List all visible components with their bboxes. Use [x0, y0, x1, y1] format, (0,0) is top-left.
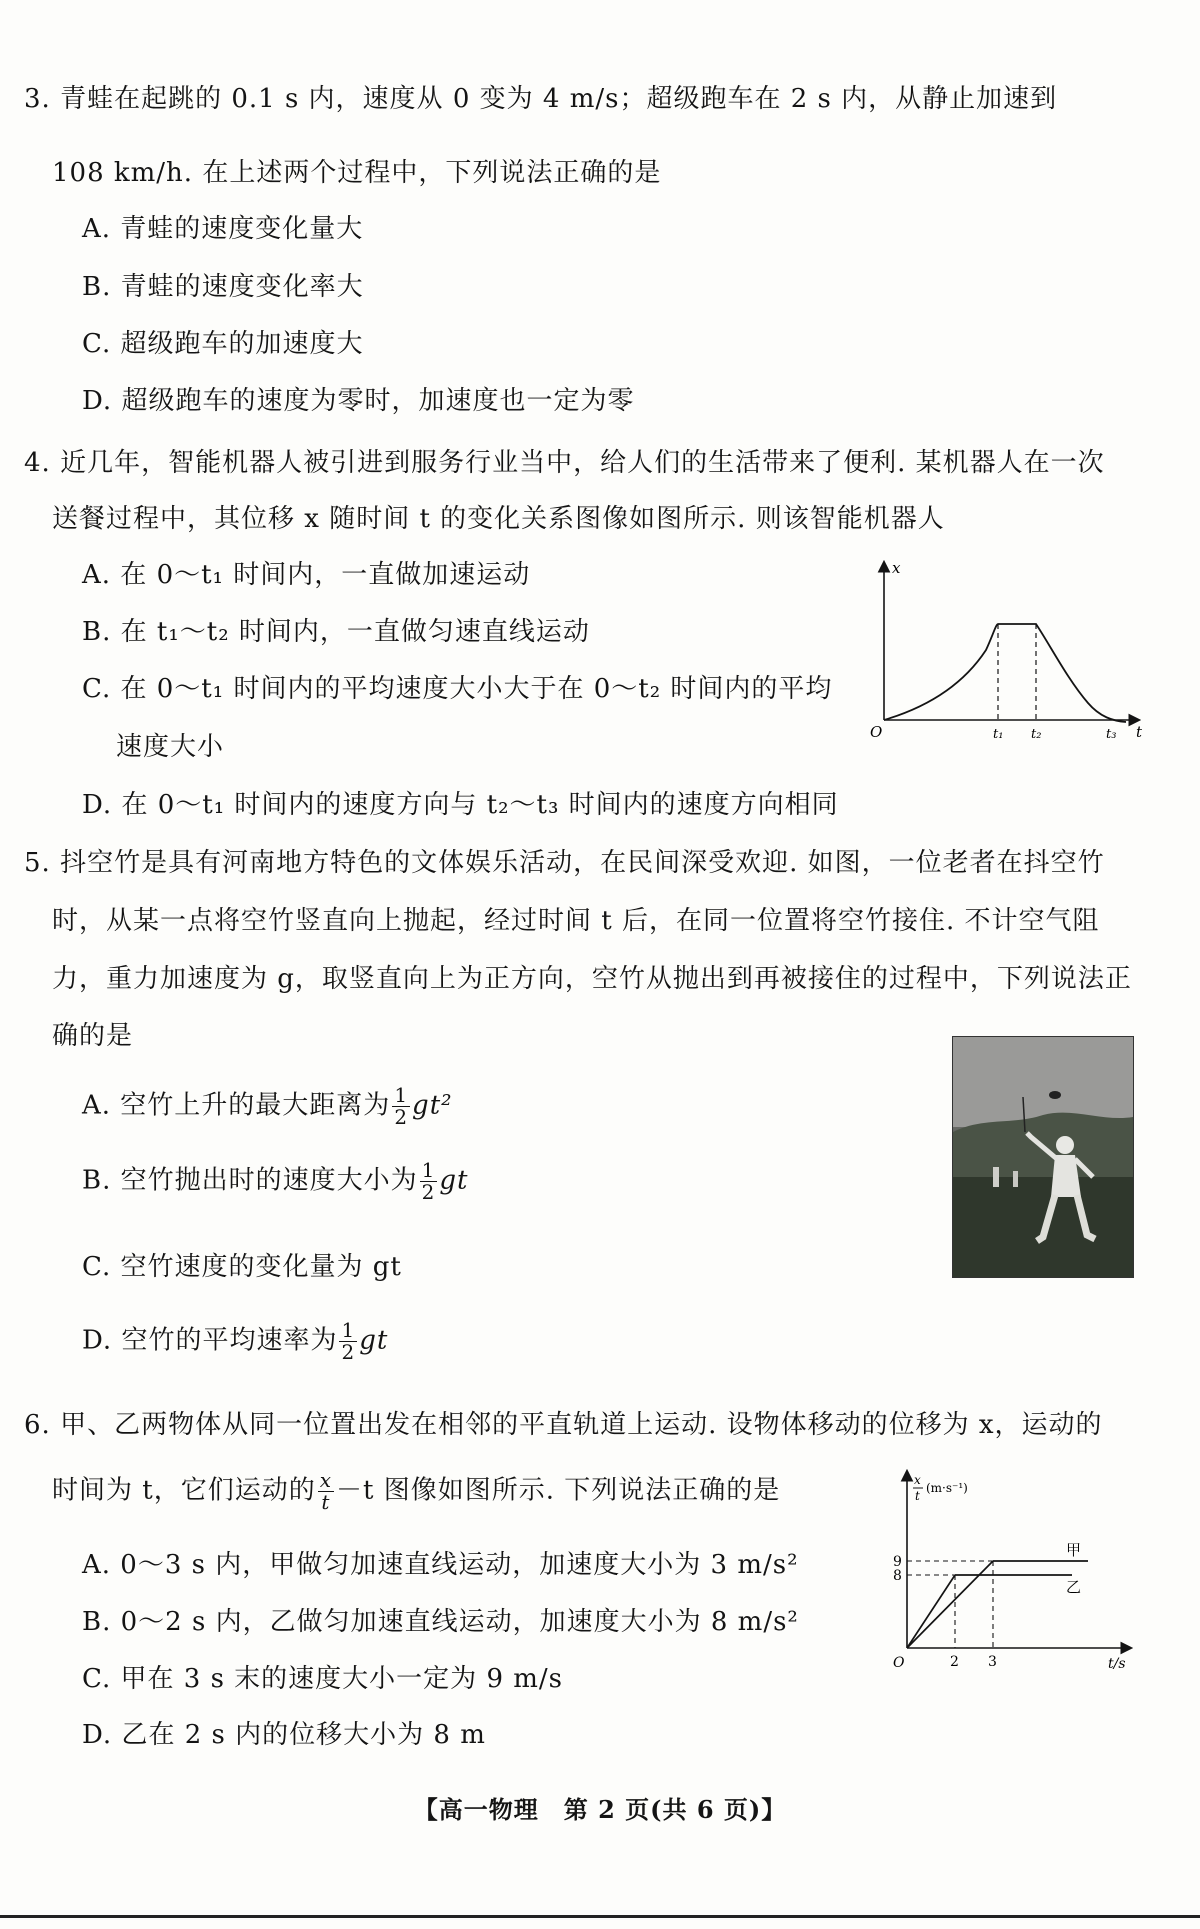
q3-stem-line1: 3. 青蛙在起跳的 0.1 s 内，速度从 0 变为 4 m/s；超级跑车在 2 s 内，从静止加速到 — [24, 84, 1058, 114]
q4-option-c-line1: C. 在 0～t₁ 时间内的平均速度大小大于在 0～t₂ 时间内的平均 — [82, 674, 833, 704]
q6-series-yi-rising — [907, 1575, 955, 1648]
q4-displacement-time-graph — [868, 555, 1148, 745]
q4-tick-t1: t₁ — [993, 727, 1004, 742]
q3-option-b: B. 青蛙的速度变化率大 — [82, 272, 364, 302]
q6-stem-line2 — [52, 1470, 780, 1513]
q4-x-axis-label: t — [1136, 723, 1143, 741]
q5-option-d-text: D. 空竹的平均速率为 — [82, 1325, 338, 1356]
q6-option-a: A. 0～3 s 内，甲做匀加速直线运动，加速度大小为 3 m/s² — [82, 1550, 799, 1580]
q3-option-d: D. 超级跑车的速度为零时，加速度也一定为零 — [82, 386, 635, 416]
q6-origin-label: O — [893, 1655, 905, 1671]
q6-y-tick-8: 8 — [893, 1568, 902, 1584]
q4-y-axis-label: x — [892, 559, 901, 577]
q6-stem-line2-start: 时间为 t，它们运动的 — [52, 1475, 316, 1506]
q4-origin-label: O — [870, 723, 883, 741]
q5-frac-den: 2 — [341, 1340, 356, 1364]
q6-x-tick-2: 2 — [950, 1654, 959, 1670]
q6-y-label-num: x — [914, 1473, 921, 1487]
q5-option-d-tail: gt — [359, 1325, 389, 1356]
q5-stem-line2: 时，从某一点将空竹竖直向上抛起，经过时间 t 后，在同一位置将空竹接住. 不计空气阻 — [52, 906, 1100, 936]
q6-stem-line2-end: －t 图像如图所示. 下列说法正确的是 — [336, 1475, 781, 1506]
q6-velocity-average-time-graph — [880, 1462, 1140, 1672]
q5-option-a-fraction — [392, 1085, 410, 1128]
q3-option-a: A. 青蛙的速度变化量大 — [82, 214, 364, 244]
q6-series-jia-rising — [907, 1561, 993, 1648]
q4-option-d: D. 在 0～t₁ 时间内的速度方向与 t₂～t₃ 时间内的速度方向相同 — [82, 790, 839, 820]
bottom-rule — [0, 1915, 1200, 1918]
q4-tick-t2: t₂ — [1031, 727, 1042, 742]
q6-legend-yi: 乙 — [1066, 1578, 1082, 1596]
q5-option-b-tail: gt — [439, 1165, 469, 1196]
q4-option-b: B. 在 t₁～t₂ 时间内，一直做匀速直线运动 — [82, 617, 590, 647]
q4-option-a: A. 在 0～t₁ 时间内，一直做加速运动 — [82, 560, 531, 590]
q4-stem-line2: 送餐过程中，其位移 x 随时间 t 的变化关系图像如图所示. 则该智能机器人 — [52, 504, 945, 534]
q4-option-c-line2: 速度大小 — [116, 732, 225, 762]
q5-option-b-text: B. 空竹抛出时的速度大小为 — [82, 1165, 418, 1196]
q5-option-b — [82, 1160, 468, 1203]
q5-frac-den: 2 — [394, 1105, 409, 1129]
q5-stem-line4: 确的是 — [52, 1021, 134, 1051]
q5-frac-den: 2 — [421, 1180, 436, 1204]
page-footer: 【高一物理 第 2 页(共 6 页)】 — [413, 1795, 787, 1824]
q5-stem-line3: 力，重力加速度为 g，取竖直向上为正方向，空竹从抛出到再被接住的过程中，下列说法正 — [52, 964, 1132, 994]
q3-stem-line2: 108 km/h. 在上述两个过程中，下列说法正确的是 — [52, 158, 662, 188]
q5-kongzhu-player-photo — [952, 1036, 1134, 1278]
q6-y-label-den: t — [915, 1489, 920, 1503]
q5-frac-num: 1 — [421, 1158, 436, 1182]
q5-option-d-fraction — [339, 1320, 357, 1363]
q5-option-a-tail: gt² — [412, 1090, 453, 1121]
q6-option-d: D. 乙在 2 s 内的位移大小为 8 m — [82, 1720, 486, 1750]
q6-frac-den: t — [321, 1490, 331, 1514]
q6-option-c: C. 甲在 3 s 末的速度大小一定为 9 m/s — [82, 1664, 564, 1694]
q4-stem-line1: 4. 近几年，智能机器人被引进到服务行业当中，给人们的生活带来了便利. 某机器人在一次 — [24, 448, 1105, 478]
q6-legend-jia: 甲 — [1066, 1541, 1082, 1559]
q6-option-b: B. 0～2 s 内，乙做匀加速直线运动，加速度大小为 8 m/s² — [82, 1607, 799, 1637]
q4-tick-t3: t₃ — [1106, 727, 1117, 742]
q5-option-a — [82, 1085, 453, 1128]
q6-stem-line1: 6. 甲、乙两物体从同一位置出发在相邻的平直轨道上运动. 设物体移动的位移为 x，运动的 — [24, 1410, 1103, 1440]
q5-option-c: C. 空竹速度的变化量为 gt — [82, 1252, 402, 1282]
q5-option-b-fraction — [420, 1160, 438, 1203]
q4-x-t-curve — [884, 624, 1126, 722]
q6-frac-num: x — [319, 1468, 332, 1492]
q5-option-a-text: A. 空竹上升的最大距离为 — [82, 1090, 391, 1121]
q6-y-tick-9: 9 — [893, 1554, 902, 1570]
q6-y-unit: (m·s⁻¹) — [926, 1481, 968, 1495]
q5-frac-num: 1 — [341, 1318, 356, 1342]
q5-stem-line1: 5. 抖空竹是具有河南地方特色的文体娱乐活动，在民间深受欢迎. 如图，一位老者在抖空竹 — [24, 848, 1105, 878]
q6-x-over-t-fraction — [318, 1470, 334, 1513]
q6-x-tick-3: 3 — [988, 1654, 997, 1670]
q3-option-c: C. 超级跑车的加速度大 — [82, 329, 364, 359]
q5-option-d — [82, 1320, 388, 1363]
q5-frac-num: 1 — [394, 1083, 409, 1107]
q6-x-axis-label: t/s — [1108, 1656, 1126, 1672]
q5-photo-figure — [953, 1037, 1133, 1277]
